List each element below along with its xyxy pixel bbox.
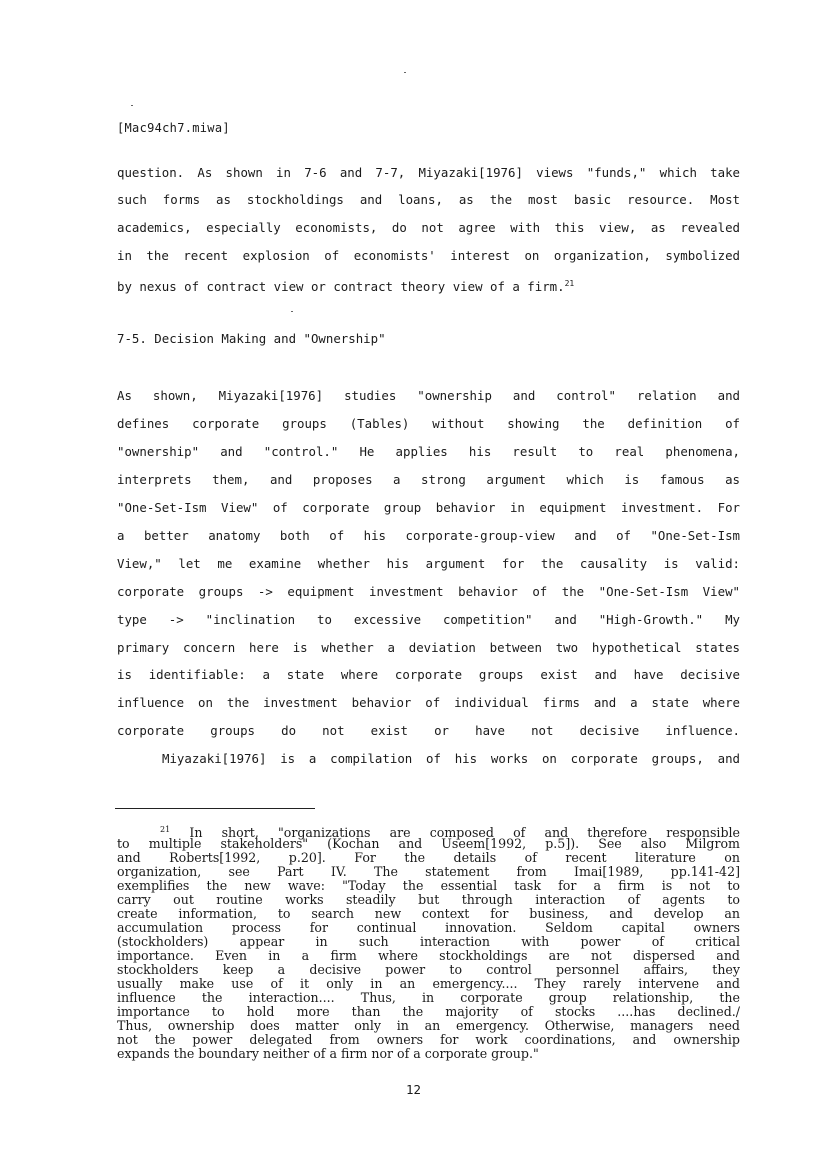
text-line: defines corporate groups (Tables) without showing the definition of xyxy=(117,416,740,431)
footnote-text: In short, "organizations are composed of and therefore responsible xyxy=(189,825,740,841)
text-line: View," let me examine whether his argument for the causality is valid: xyxy=(117,556,740,571)
text-line: such forms as stockholdings and loans, as the most basic resource. Most xyxy=(117,192,740,207)
footnote-line: importance. Even in a firm where stockholdings are not dispersed and xyxy=(117,948,740,963)
text-line: a better anatomy both of his corporate-group-view and of "One-Set-Ism xyxy=(117,528,740,543)
scan-speck xyxy=(404,72,406,73)
footnote-ref: 21 xyxy=(564,279,575,288)
footnote-line: (stockholders) appear in such interaction with power of critical xyxy=(117,934,740,949)
text-line: primary concern here is whether a deviation between two hypothetical states xyxy=(117,640,740,655)
footnote-line: organization, see Part IV. The statement from Imai[1989, pp.141-42] xyxy=(117,864,740,879)
section-heading: 7-5. Decision Making and "Ownership" xyxy=(117,331,386,346)
text-line xyxy=(117,276,740,295)
footnote-line: usually make use of it only in an emergency.... They rarely intervene and xyxy=(117,976,740,991)
page-number: 12 xyxy=(406,1082,421,1097)
text-line: "One-Set-Ism View" of corporate group behavior in equipment investment. For xyxy=(117,500,740,515)
text-line: is identifiable: a state where corporate groups exist and have decisive xyxy=(117,667,740,682)
footnote-line: carry out routine works steadily but through interaction of agents to xyxy=(117,892,740,907)
text-line: influence on the investment behavior of individual firms and a state where xyxy=(117,695,740,710)
footnote-line: create information, to search new context for business, and develop an xyxy=(117,906,740,921)
footnote-line: stockholders keep a decisive power to control personnel affairs, they xyxy=(117,962,740,977)
footnote-line: importance to hold more than the majority of stocks ....has declined./ xyxy=(117,1004,740,1019)
footnote-line: to multiple stakeholders" (Kochan and Useem[1992, p.5]). See also Milgrom xyxy=(117,836,740,851)
text-line: As shown, Miyazaki[1976] studies "ownership and control" relation and xyxy=(117,388,740,403)
footnote-line: not the power delegated from owners for work coordinations, and ownership xyxy=(117,1032,740,1047)
footnote-line: Thus, ownership does matter only in an emergency. Otherwise, managers need xyxy=(117,1018,740,1033)
text-line: interprets them, and proposes a strong argument which is famous as xyxy=(117,472,740,487)
footnote-line: accumulation process for continual innovation. Seldom capital owners xyxy=(117,920,740,935)
footnote-line: expands the boundary neither of a firm nor of a corporate group." xyxy=(117,1046,539,1061)
text-line: corporate groups do not exist or have not decisive influence. xyxy=(117,723,740,738)
text-line: academics, especially economists, do not agree with this view, as revealed xyxy=(117,220,740,235)
file-label: [Mac94ch7.miwa] xyxy=(117,121,230,135)
footnote-line: influence the interaction.... Thus, in corporate group relationship, the xyxy=(117,990,740,1005)
footnote-rule xyxy=(115,808,315,809)
text-span: by nexus of contract view or contract theory view of a firm. xyxy=(117,279,565,295)
scan-speck xyxy=(291,311,293,312)
scan-speck xyxy=(131,105,133,106)
text-line: Miyazaki[1976] is a compilation of his works on corporate groups, and xyxy=(162,751,740,766)
text-line: "ownership" and "control." He applies his result to real phenomena, xyxy=(117,444,740,459)
text-line: in the recent explosion of economists' interest on organization, symbolized xyxy=(117,248,740,263)
text-line: corporate groups -> equipment investment behavior of the "One-Set-Ism View" xyxy=(117,584,740,599)
footnote-line: exemplifies the new wave: "Today the essential task for a firm is not to xyxy=(117,878,740,893)
text-line: type -> "inclination to excessive competition" and "High-Growth." My xyxy=(117,612,740,627)
footnote-marker: 21 xyxy=(160,825,171,834)
footnote-line: and Roberts[1992, p.20]. For the details of recent literature on xyxy=(117,850,740,865)
text-line: question. As shown in 7-6 and 7-7, Miyazaki[1976] views "funds," which take xyxy=(117,165,740,180)
